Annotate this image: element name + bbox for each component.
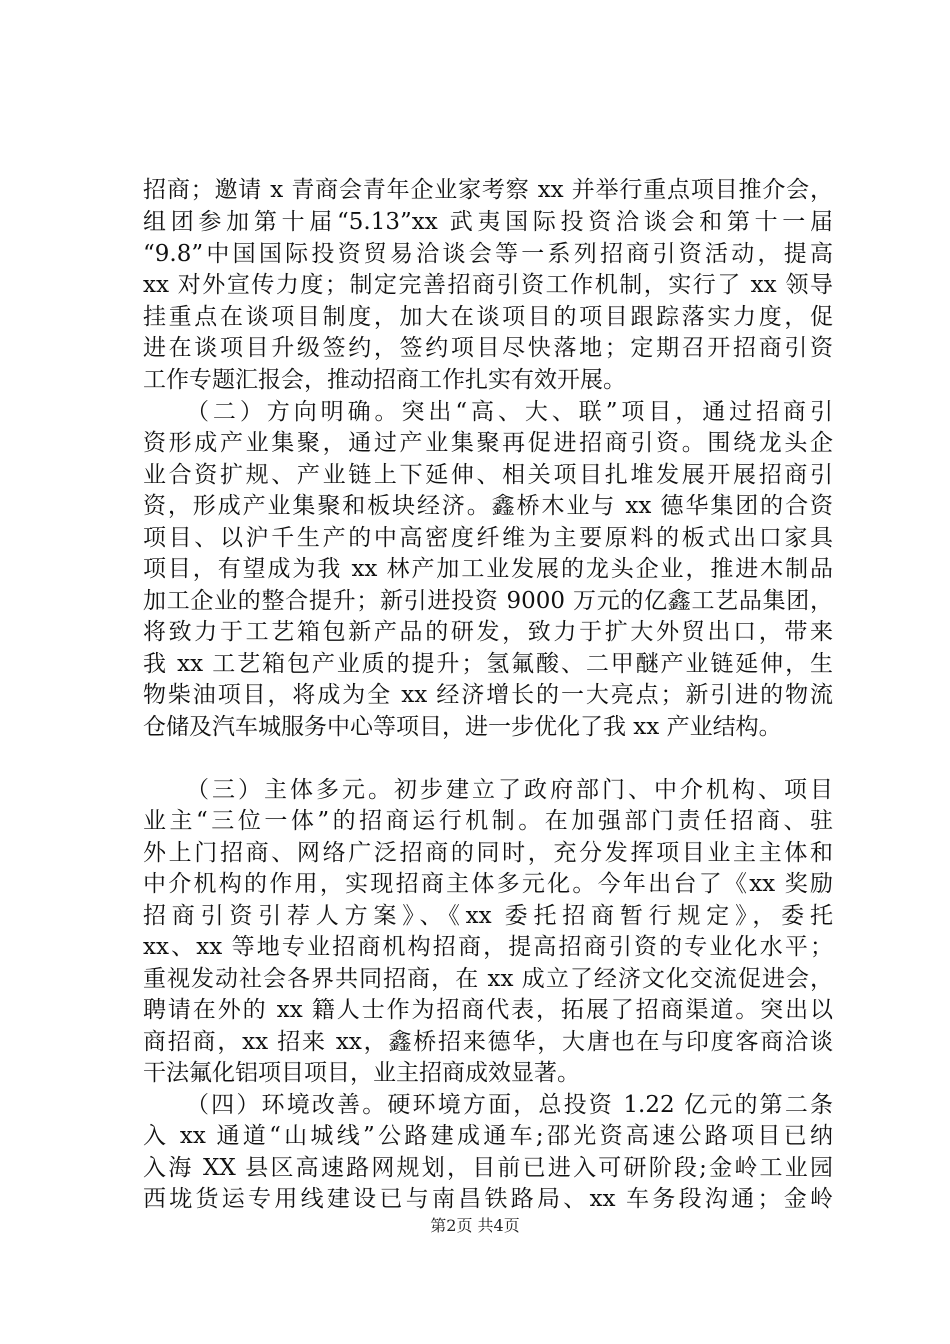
text-line: 入海 XX 县区高速路网规划，目前已进入可研阶段;金岭工业园 [143, 1155, 833, 1181]
text-line: 进在谈项目升级签约，签约项目尽快落地；定期召开招商引资 [143, 335, 833, 361]
text-line: 物柴油项目，将成为全 xx 经济增长的一大亮点；新引进的物流 [143, 682, 833, 708]
text-line: 仓储及汽车城服务中心等项目，进一步优化了我 xx 产业结构。 [143, 714, 782, 740]
text-line: 组团参加第十届“5.13”xx 武夷国际投资洽谈会和第十一届 [143, 209, 833, 235]
text-line: 将致力于工艺箱包新产品的研发，致力于扩大外贸出口，带来 [143, 619, 833, 645]
text-line: 项目、以沪千生产的中高密度纤维为主要原料的板式出口家具 [143, 525, 833, 551]
text-line: 加工企业的整合提升；新引进投资 9000 万元的亿鑫工艺品集团， [143, 588, 833, 614]
text-line: 资，形成产业集聚和板块经济。鑫桥木业与 xx 德华集团的合资 [143, 493, 833, 519]
text-line: 商招商，xx 招来 xx，鑫桥招来德华，大唐也在与印度客商洽谈 [143, 1029, 833, 1055]
text-line: 业合资扩规、产业链上下延伸、相关项目扎堆发展开展招商引 [143, 462, 833, 488]
text-line: 项目，有望成为我 xx 林产加工业发展的龙头企业，推进木制品 [143, 556, 833, 582]
text-line: 聘请在外的 xx 籍人士作为招商代表，拓展了招商渠道。突出以 [143, 997, 833, 1023]
text-line: 工作专题汇报会，推动招商工作扎实有效开展。 [143, 367, 626, 393]
text-line: 干法氟化铝项目项目，业主招商成效显著。 [143, 1060, 580, 1086]
text-line: 挂重点在谈项目制度，加大在谈项目的项目跟踪落实力度，促 [143, 304, 833, 330]
text-line: 招商引资引荐人方案》、《xx 委托招商暂行规定》，委托 [143, 903, 833, 929]
text-line: 资形成产业集聚，通过产业集聚再促进招商引资。围绕龙头企 [143, 430, 833, 456]
text-line: 入 xx 通道“山城线”公路建成通车;邵光资高速公路项目已纳 [143, 1123, 833, 1149]
text-line: 业主“三位一体”的招商运行机制。在加强部门责任招商、驻 [143, 808, 833, 834]
paragraph-heading-line: （四）环境改善。硬环境方面，总投资 1.22 亿元的第二条 [186, 1092, 833, 1118]
text-line: 外上门招商、网络广泛招商的同时，充分发挥项目业主主体和 [143, 840, 833, 866]
text-line: 中介机构的作用，实现招商主体多元化。今年出台了《xx 奖励 [143, 871, 833, 897]
paragraph-heading-line: （三）主体多元。初步建立了政府部门、中介机构、项目 [186, 777, 833, 803]
text-line: xx 对外宣传力度；制定完善招商引资工作机制，实行了 xx 领导 [143, 272, 833, 298]
text-line: “9.8”中国国际投资贸易洽谈会等一系列招商引资活动，提高 [143, 241, 833, 267]
text-line: 招商；邀请 x 青商会青年企业家考察 xx 并举行重点项目推介会， [143, 177, 833, 203]
paragraph-heading-line: （二）方向明确。突出“高、大、联”项目，通过招商引 [186, 399, 833, 425]
text-line: 重视发动社会各界共同招商，在 xx 成立了经济文化交流促进会， [143, 966, 833, 992]
text-line: 我 xx 工艺箱包产业质的提升；氢氟酸、二甲醚产业链延伸，生 [143, 651, 833, 677]
text-line: 西垅货运专用线建设已与南昌铁路局、xx 车务段沟通；金岭 [143, 1186, 833, 1212]
page-number-footer: 第2页 共4页 [430, 1216, 520, 1235]
text-line: xx、xx 等地专业招商机构招商，提高招商引资的专业化水平； [143, 934, 833, 960]
